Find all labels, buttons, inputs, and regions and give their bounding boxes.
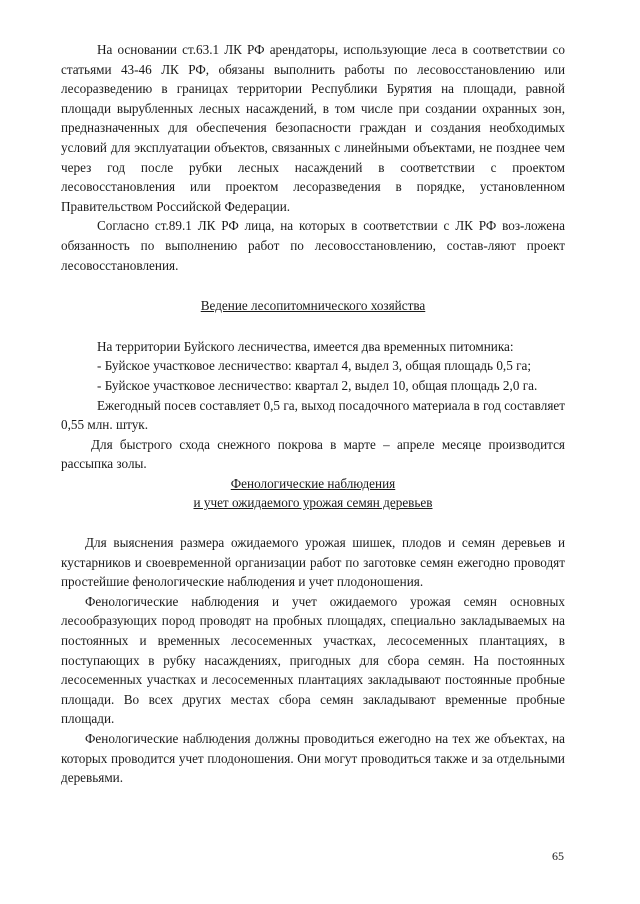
paragraph-sample-plots: Фенологические наблюдения и учет ожидаемого урожая семян основных лесообразующих пород проводят на пробных площадях, специально закладываемых на постоянных и временных лесосеменных участках, лесосеменных плантациях, в поступающих в рубку насаждениях, пригодных для сбора семян. На постоянных лесосеменных участках и лесосеменных плантациях закладывают постоянные пробные площади. Во всех других местах сбора семян закладывают временные пробные площади.: [61, 593, 565, 727]
section-heading-nursery: Ведение лесопитомнического хозяйства: [200, 298, 426, 314]
paragraph-expected-yield: Для выяснения размера ожидаемого урожая шишек, плодов и семян деревьев и кустарников и своевременной организации работ по заготовке семян ежегодно проводят простейшие фенологические наблюдения и учет плодоношения.: [61, 535, 565, 590]
section-heading-phenology-line-1: Фенологические наблюдения: [230, 475, 396, 491]
page-number: 65: [552, 849, 564, 863]
paragraph-annual-sowing: Ежегодный посев составляет 0,5 га, выход посадочного материала в год составляет 0,55 млн. штук.: [61, 397, 565, 433]
paragraph-nursery-intro: На территории Буйского лесничества, имеется два временных питомника:: [97, 338, 514, 354]
paragraph-reforestation-project: Согласно ст.89.1 ЛК РФ лица, на которых в соответствии с ЛК РФ воз-ложена обязанность по выполнению работ по лесовосстановлению, состав-ляют проект лесовосстановления.: [61, 218, 565, 273]
document-page: [61, 40, 565, 788]
paragraph-lease-obligations: На основании ст.63.1 ЛК РФ арендаторы, использующие леса в соответствии со статьями 43-46 ЛК РФ, обязаны выполнить работы по лесовосстановлению или лесоразведению в границах территории Республики Бурятия на площади, равной площади вырубленных лесных насаждений, в том числе при создании охранных зон, предназначенных для обеспечения безопасности граждан и создания необходимых условий для эксплуатации объектов, связанных с линейными объектами, не позднее чем через год после рубки лесных насаждений в соответствии с проектом лесовосстановления или проектом лесоразведения в порядке, установленном Правительством Российской Федерации.: [61, 42, 565, 214]
paragraph-annual-observations: Фенологические наблюдения должны проводиться ежегодно на тех же объектах, на которых проводится учет плодоношения. Они могут проводиться также и за отдельными деревьями.: [61, 731, 565, 786]
list-item-nursery-1: - Буйское участковое лесничество: квартал 4, выдел 3, общая площадь 0,5 га;: [97, 358, 532, 374]
list-item-nursery-2: - Буйское участковое лесничество: квартал 2, выдел 10, общая площадь 2,0 га.: [97, 377, 538, 393]
paragraph-snow-ash: Для быстрого схода снежного покрова в марте – апреле месяце производится рассыпка золы.: [61, 436, 565, 472]
section-heading-phenology-line-2: и учет ожидаемого урожая семян деревьев: [193, 495, 433, 511]
